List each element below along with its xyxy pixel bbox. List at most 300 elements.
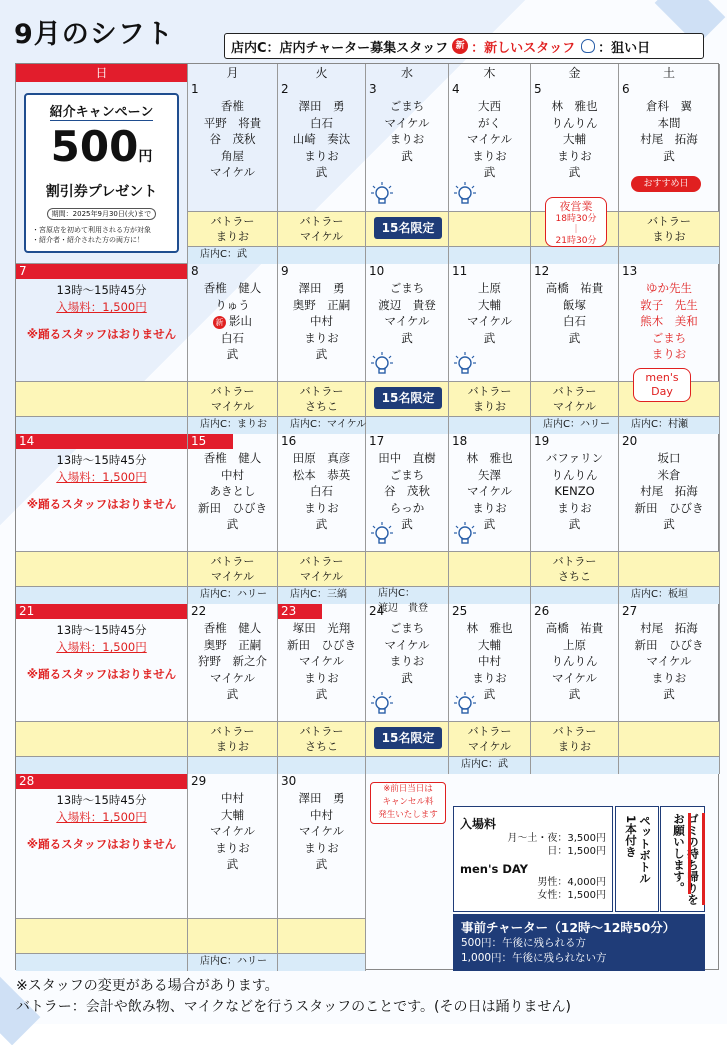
day-cell xyxy=(16,264,188,434)
shop-band xyxy=(16,756,187,774)
day-number: 9 xyxy=(281,264,289,278)
butler-name: マイケル xyxy=(210,570,254,583)
shop-band xyxy=(531,586,618,604)
fee-box xyxy=(453,806,613,912)
butler-band xyxy=(449,721,530,756)
night-time: 18時30分 ｜ 21時30分 xyxy=(555,214,597,246)
staff-list xyxy=(278,280,365,363)
staff-name: 村尾 拓海 xyxy=(640,484,698,498)
shop-band xyxy=(366,246,448,264)
day-header: 日 xyxy=(16,64,188,82)
staff-name: 矢澤 xyxy=(478,467,501,482)
staff-name: 林 雅也 xyxy=(551,99,598,113)
staff-name: 武 xyxy=(663,687,675,701)
staff-name: 香椎 健人 xyxy=(203,281,262,295)
day-number: 26 xyxy=(534,604,550,618)
butler-band xyxy=(619,721,719,756)
butler-name: マイケル xyxy=(210,400,254,413)
butler-band xyxy=(531,551,618,586)
day-number: 28 xyxy=(19,774,35,788)
shop-charter: 店内C：武 xyxy=(200,249,247,260)
legend xyxy=(224,33,704,59)
butler-band xyxy=(278,721,365,756)
staff-name: 中村 xyxy=(310,807,333,822)
staff-name: 武 xyxy=(315,347,328,361)
day-header: 木 xyxy=(449,64,531,82)
day-cell xyxy=(449,604,531,774)
butler-name: まりお xyxy=(216,230,249,243)
staff-name: 山崎 奏汰 xyxy=(292,132,351,146)
sunday-bar xyxy=(16,264,187,279)
charter-box xyxy=(453,914,705,971)
staff-name: らっか xyxy=(389,500,425,515)
day-cell xyxy=(16,434,188,604)
staff-name: りゅう xyxy=(215,297,250,312)
lightbulb-icon xyxy=(370,351,394,377)
staff-name: 上原 xyxy=(478,281,501,295)
day-number: 4 xyxy=(452,82,460,96)
butler-band xyxy=(16,551,187,586)
staff-name: 武 xyxy=(483,517,496,531)
shop-charter: 店内C：ハリー xyxy=(543,419,610,430)
staff-name: 武 xyxy=(663,517,675,531)
shop-band xyxy=(188,416,277,434)
staff-name: 武 xyxy=(315,687,328,701)
day-number: 30 xyxy=(281,774,297,788)
staff-name: まりお xyxy=(651,347,687,361)
staff-name: 武 xyxy=(568,330,581,345)
staff-name: ごまち xyxy=(389,621,425,635)
staff-list xyxy=(619,98,719,164)
staff-name: 林 雅也 xyxy=(466,621,513,635)
staff-name: 香椎 xyxy=(221,99,244,113)
staff-list xyxy=(619,280,719,363)
staff-name: 奥野 正嗣 xyxy=(292,297,351,312)
sunday-info xyxy=(16,792,187,853)
shop-band xyxy=(619,246,719,264)
butler-name: さちこ xyxy=(558,570,591,583)
day-header: 土 xyxy=(619,64,720,82)
shop-charter: 店内C：ハリー xyxy=(200,589,267,600)
footer-note: バトラー：会計や飲み物、マイクなどを行うスタッフのことです。(その日は踊りません) xyxy=(16,999,571,1015)
staff-name: マイケル xyxy=(552,670,597,685)
day-cell xyxy=(619,604,720,774)
staff-name: マイケル xyxy=(646,654,692,668)
day-cell xyxy=(278,774,366,971)
day-number: 7 xyxy=(19,264,27,278)
shop-band xyxy=(366,416,448,434)
staff-name: 中村 xyxy=(221,467,244,482)
day-number: 14 xyxy=(19,434,35,448)
butler-band xyxy=(188,551,277,586)
staff-name: あきとし xyxy=(209,484,256,498)
campaign-note: ・宮原店を初めて利用される方が対象 xyxy=(32,226,151,234)
staff-name: マイケル xyxy=(299,824,344,838)
day-cell xyxy=(449,264,531,434)
butler-name: まりお xyxy=(216,740,249,753)
day-number: 11 xyxy=(452,264,468,278)
day-number: 18 xyxy=(452,434,468,448)
shop-band xyxy=(188,246,277,264)
staff-list xyxy=(366,280,448,346)
legend-shop: 店内C：店内チャーター募集スタッフ xyxy=(231,40,449,56)
footer xyxy=(16,976,571,1018)
staff-name: 白石 xyxy=(310,484,333,498)
butler-name: マイケル xyxy=(467,740,511,753)
staff-name: まりお xyxy=(472,148,507,163)
day-number: 25 xyxy=(452,604,468,618)
day-cell xyxy=(278,604,366,774)
staff-list xyxy=(188,450,277,533)
shop-band xyxy=(619,756,719,774)
lightbulb-icon xyxy=(370,521,394,547)
staff-list xyxy=(278,450,365,533)
staff-name: マイケル xyxy=(467,132,512,146)
staff-name: 大輔 xyxy=(478,297,501,312)
shop-band xyxy=(278,246,365,264)
day-cell xyxy=(188,604,278,774)
staff-name: 武 xyxy=(401,517,413,531)
staff-name: 武 xyxy=(315,517,328,531)
staff-name: 坂口 xyxy=(657,451,681,465)
sunday-note: ※踊るスタッフはおりません xyxy=(26,327,177,341)
limited-badge: 15名限定 xyxy=(374,217,442,239)
staff-name: 林 雅也 xyxy=(466,451,513,465)
butler-label: バトラー xyxy=(210,385,255,398)
shop-band xyxy=(188,586,277,604)
shop-band xyxy=(449,756,530,774)
staff-name: 熊木 美和 xyxy=(640,314,698,328)
day-cell xyxy=(188,774,278,971)
staff-name: 高橋 祐貴 xyxy=(545,621,604,635)
amount-value: 500 xyxy=(50,122,139,171)
staff-name: 武 xyxy=(483,165,496,179)
day-header: 火 xyxy=(278,64,366,82)
staff-name: 武 xyxy=(568,517,581,531)
staff-name: 新田 ひびき xyxy=(634,500,704,515)
day-number: 23 xyxy=(281,604,297,618)
staff-name: 米倉 xyxy=(657,467,681,482)
day-number: 20 xyxy=(622,434,638,448)
sunday-bar xyxy=(16,774,187,789)
staff-name: 武 xyxy=(483,687,496,701)
butler-band xyxy=(449,211,530,246)
fee-row: 月〜土・夜：3,500円 xyxy=(507,833,606,844)
sunday-fee: 入場料：1,500円 xyxy=(56,640,147,654)
staff-name: まりお xyxy=(215,840,250,855)
fee-row: 男性：4,000円 xyxy=(537,877,606,888)
staff-name: 香椎 健人 xyxy=(203,451,262,465)
day-number: 17 xyxy=(369,434,385,448)
new-badge-icon: 新 xyxy=(213,316,226,329)
sunday-note: ※踊るスタッフはおりません xyxy=(26,837,177,851)
butler-band xyxy=(188,381,277,416)
day-cell xyxy=(531,82,619,264)
shop-charter: 店内C：三縞 xyxy=(290,589,347,600)
staff-name: 狩野 新之介 xyxy=(198,654,267,668)
day-cell xyxy=(188,82,278,264)
staff-name: 武 xyxy=(315,165,328,179)
staff-name: マイケル xyxy=(467,484,512,498)
day-number: 24 xyxy=(369,604,385,618)
trash-text: ゴミの持ち帰りを お願いします。 xyxy=(672,813,705,905)
staff-name: 澤田 勇 xyxy=(298,281,345,295)
staff-name: 田原 真彦 xyxy=(292,451,351,465)
staff-name: ごまち xyxy=(651,330,687,345)
day-cell xyxy=(531,264,619,434)
day-cell xyxy=(619,434,720,604)
new-badge-icon: 新 xyxy=(452,38,468,54)
legend-target: ：狙い日 xyxy=(598,40,651,56)
staff-name: 谷 茂秋 xyxy=(209,132,256,146)
day-number: 21 xyxy=(19,604,35,618)
staff-list xyxy=(531,450,618,533)
sunday-time: 13時〜15時45分 xyxy=(56,793,147,807)
staff-name: まりお xyxy=(304,500,339,515)
staff-name: 大輔 xyxy=(478,637,501,652)
sunday-info xyxy=(16,622,187,683)
butler-label: バトラー xyxy=(210,555,255,568)
staff-name: 武 xyxy=(401,670,413,685)
staff-name: 武 xyxy=(401,330,413,345)
butler-label: バトラー xyxy=(552,725,597,738)
butler-band xyxy=(278,381,365,416)
sunday-fee: 入場料：1,500円 xyxy=(56,470,147,484)
campaign-notes xyxy=(32,225,171,245)
day-header: 月 xyxy=(188,64,278,82)
day-cell xyxy=(188,434,278,604)
sunday-time: 13時〜15時45分 xyxy=(56,453,147,467)
staff-name: マイケル xyxy=(384,637,430,652)
sunday-bar xyxy=(16,434,187,449)
day-number: 5 xyxy=(534,82,542,96)
lightbulb-icon xyxy=(581,39,595,53)
sunday-time: 13時〜15時45分 xyxy=(56,623,147,637)
shop-band xyxy=(188,953,277,971)
staff-name: まりお xyxy=(304,670,339,685)
butler-band xyxy=(278,211,365,246)
lightbulb-icon xyxy=(453,181,477,207)
staff-name: マイケル xyxy=(384,115,430,130)
staff-name: KENZO xyxy=(554,484,595,498)
staff-name: 白石 xyxy=(310,115,333,130)
staff-list xyxy=(531,620,618,703)
butler-band xyxy=(16,918,187,953)
staff-name: 新田 ひびき xyxy=(198,500,267,515)
shop-band xyxy=(16,416,187,434)
staff-list xyxy=(278,620,365,703)
butler-band xyxy=(16,381,187,416)
butler-label: バトラー xyxy=(299,725,344,738)
sunday-note: ※踊るスタッフはおりません xyxy=(26,667,177,681)
shop-band xyxy=(619,586,719,604)
staff-list xyxy=(449,98,530,181)
mens-day-tag: men's Day xyxy=(633,368,691,402)
butler-label: バトラー xyxy=(299,385,344,398)
shop-band xyxy=(278,586,365,604)
lightbulb-icon xyxy=(453,351,477,377)
staff-name: ごまち xyxy=(389,99,425,113)
staff-list xyxy=(188,790,277,873)
staff-list xyxy=(531,280,618,346)
lightbulb-icon xyxy=(453,521,477,547)
staff-name: 谷 茂秋 xyxy=(384,484,430,498)
day-number: 29 xyxy=(191,774,207,788)
staff-list xyxy=(449,280,530,346)
staff-name: 高橋 祐貴 xyxy=(545,281,604,295)
shop-charter: 店内C：ハリー xyxy=(200,956,267,967)
shop-charter: 店内C：板垣 xyxy=(631,589,688,600)
butler-label: バトラー xyxy=(467,725,512,738)
staff-name: 中村 xyxy=(478,654,501,668)
butler-name: さちこ xyxy=(305,400,338,413)
staff-name: マイケル xyxy=(210,165,255,179)
staff-name: 本間 xyxy=(657,115,681,130)
bottle-note: ペットボトル 1本付き xyxy=(615,806,659,912)
shop-band xyxy=(531,416,618,434)
night-tag xyxy=(545,197,607,247)
staff-name: マイケル xyxy=(210,670,255,685)
staff-name: 武 xyxy=(226,347,239,361)
staff-list xyxy=(366,620,448,686)
staff-name: まりお xyxy=(389,132,425,146)
campaign-title: 紹介キャンペーン xyxy=(50,101,154,121)
staff-name: マイケル xyxy=(384,314,430,328)
cancel-note: ※前日当日は キャンセル料 発生いたします xyxy=(370,782,446,824)
sunday-info xyxy=(16,452,187,513)
staff-name: マイケル xyxy=(210,824,255,838)
staff-name: 松本 恭英 xyxy=(292,467,351,482)
day-cell xyxy=(619,264,720,434)
day-cell xyxy=(366,264,449,434)
butler-band xyxy=(531,721,618,756)
shop-band xyxy=(531,246,618,264)
staff-name: 白石 xyxy=(563,314,586,328)
butler-label: バトラー xyxy=(210,215,255,228)
day-number: 22 xyxy=(191,604,207,618)
campaign-period: 期間：2025年9月30日(火)まで xyxy=(47,208,157,220)
day-cell xyxy=(278,434,366,604)
day-number: 10 xyxy=(369,264,385,278)
staff-name: 倉科 翼 xyxy=(646,99,692,113)
staff-name: 村尾 拓海 xyxy=(640,621,698,635)
day-cell xyxy=(278,82,366,264)
shop-charter: 店内C：まりお xyxy=(200,419,267,430)
butler-name: まりお xyxy=(473,400,506,413)
day-header: 水 xyxy=(366,64,449,82)
day-number: 3 xyxy=(369,82,377,96)
staff-name: 新 影山 xyxy=(188,313,277,330)
staff-name: 渡辺 貴登 xyxy=(378,297,436,312)
butler-band xyxy=(188,918,277,953)
staff-name: 武 xyxy=(483,330,496,345)
butler-name: マイケル xyxy=(299,230,343,243)
shop-band xyxy=(188,756,277,774)
day-cell xyxy=(188,264,278,434)
shop-band xyxy=(366,756,448,774)
shop-band xyxy=(449,416,530,434)
staff-name: まりお xyxy=(472,670,507,685)
butler-label: バトラー xyxy=(299,555,344,568)
staff-name: 新田 ひびき xyxy=(634,637,704,652)
day-number: 27 xyxy=(622,604,638,618)
staff-name: 中村 xyxy=(221,791,244,805)
staff-name: ゆか先生 xyxy=(646,281,692,295)
staff-name: 澤田 勇 xyxy=(298,99,345,113)
butler-band xyxy=(188,721,277,756)
butler-label: バトラー xyxy=(552,555,597,568)
shop-band xyxy=(278,953,365,971)
staff-name: ごまち xyxy=(389,281,425,295)
day-cell xyxy=(16,774,188,971)
butler-band xyxy=(619,551,719,586)
shop-band xyxy=(278,756,365,774)
butler-label: バトラー xyxy=(299,215,344,228)
staff-name: 上原 xyxy=(563,637,586,652)
staff-name: 武 xyxy=(663,148,675,163)
butler-band xyxy=(278,918,365,953)
day-cell xyxy=(531,604,619,774)
butler-label: バトラー xyxy=(467,385,512,398)
staff-name: 武 xyxy=(401,148,413,163)
sunday-bar xyxy=(16,604,187,619)
staff-name: 田中 直樹 xyxy=(378,451,436,465)
day-cell xyxy=(366,82,449,264)
staff-name: 武 xyxy=(315,857,328,871)
day-number: 13 xyxy=(622,264,638,278)
staff-list xyxy=(278,98,365,181)
staff-name: 奥野 正嗣 xyxy=(203,637,262,652)
staff-list xyxy=(619,620,719,703)
limited-badge: 15名限定 xyxy=(374,387,442,409)
campaign-gift: 割引券プレゼント xyxy=(45,184,158,200)
staff-list xyxy=(188,620,277,703)
day-number: 15 xyxy=(191,434,207,448)
staff-name: 中村 xyxy=(310,314,333,328)
staff-name: りんりん xyxy=(551,115,598,130)
day-cell xyxy=(278,264,366,434)
staff-name: 香椎 健人 xyxy=(203,621,262,635)
recommend-tag: おすすめ日 xyxy=(631,176,701,192)
staff-name: 平野 将貴 xyxy=(203,115,262,130)
staff-list xyxy=(619,450,719,533)
butler-name: マイケル xyxy=(299,570,343,583)
shop-charter: 店内C： 渡辺 貴登 xyxy=(378,588,428,614)
mens-day-title: men's DAY xyxy=(460,862,529,876)
staff-name: 武 xyxy=(568,165,581,179)
butler-label: バトラー xyxy=(210,725,255,738)
shop-charter: 店内C：村瀬 xyxy=(631,419,688,430)
staff-name: 武 xyxy=(568,687,581,701)
day-number: 12 xyxy=(534,264,550,278)
campaign-box xyxy=(24,93,179,253)
butler-band xyxy=(619,211,719,246)
staff-name: 澤田 勇 xyxy=(298,791,345,805)
butler-name: さちこ xyxy=(305,740,338,753)
staff-list xyxy=(278,790,365,873)
staff-name: マイケル xyxy=(467,314,512,328)
day-cell xyxy=(16,604,188,774)
trash-note xyxy=(660,806,705,912)
lightbulb-icon xyxy=(453,691,477,717)
day-number: 8 xyxy=(191,264,199,278)
staff-name: 角屋 xyxy=(221,148,244,163)
butler-band xyxy=(449,381,530,416)
staff-name: 飯塚 xyxy=(563,297,586,312)
limited-badge: 15名限定 xyxy=(374,727,442,749)
lightbulb-icon xyxy=(370,691,394,717)
day-cell xyxy=(449,434,531,604)
